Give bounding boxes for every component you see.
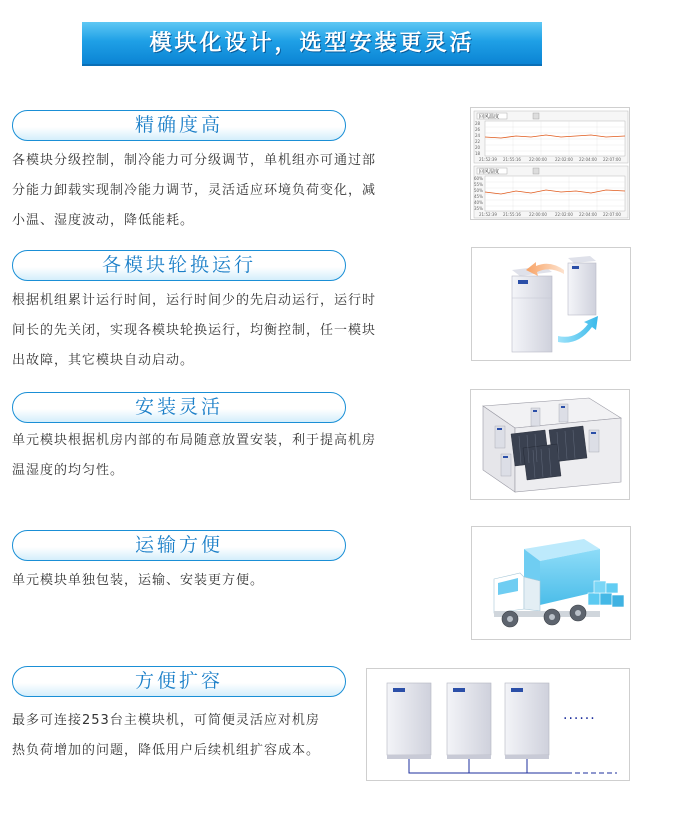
feature-title-expansion: 方便扩容	[12, 666, 346, 697]
y-tick: 24	[475, 133, 481, 138]
chart-title-humidity: 回风湿度	[479, 169, 500, 175]
text-line: 热负荷增加的问题，降低用户后续机组扩容成本。	[12, 743, 321, 758]
y-tick: 35%	[474, 206, 483, 211]
server-room-image	[470, 389, 630, 500]
monitoring-charts-svg	[471, 108, 630, 220]
x-tick: 21:52:39	[479, 157, 497, 162]
y-tick: 18	[475, 151, 481, 156]
y-tick: 50%	[474, 188, 483, 193]
feature-title-installation: 安装灵活	[12, 392, 346, 423]
monitoring-chart-image	[470, 107, 630, 220]
x-tick: 21:55:16	[503, 212, 521, 217]
x-tick: 22:00:00	[529, 157, 547, 162]
rotation-units-svg	[472, 248, 631, 361]
more-units-ellipsis: ······	[563, 711, 596, 727]
text-line: 温湿度的均匀性。	[12, 463, 125, 478]
x-tick: 22:07:00	[603, 157, 621, 162]
text-line: 单元模块根据机房内部的布局随意放置安装，利于提高机房	[12, 433, 377, 448]
x-tick: 21:55:16	[503, 157, 521, 162]
x-tick: 22:04:00	[579, 212, 597, 217]
feature-title-transport: 运输方便	[12, 530, 346, 561]
server-room-svg	[471, 390, 630, 500]
feature-text-installation	[12, 426, 444, 486]
y-tick: 45%	[474, 194, 483, 199]
text-line: 单元模块单独包装，运输、安装更方便。	[12, 573, 265, 588]
text-line: 各模块分级控制，制冷能力可分级调节，单机组亦可通过部	[12, 153, 377, 168]
text-line: 根据机组累计运行时间，运行时间少的先启动运行，运行时	[12, 293, 377, 308]
y-tick: 40%	[474, 200, 483, 205]
banner-title: 模块化设计，选型安装更灵活	[149, 31, 475, 56]
header-banner	[82, 22, 542, 66]
feature-text-transport	[12, 566, 444, 596]
y-tick: 28	[475, 121, 481, 126]
feature-title-rotation: 各模块轮换运行	[12, 250, 346, 281]
y-tick: 60%	[474, 176, 483, 181]
x-tick: 22:00:00	[529, 212, 547, 217]
x-tick: 22:04:00	[579, 157, 597, 162]
expansion-units-image	[366, 668, 630, 781]
feature-text-precision	[12, 146, 444, 236]
x-tick: 21:52:39	[479, 212, 497, 217]
x-tick: 22:02:00	[555, 212, 573, 217]
truck-svg	[472, 527, 631, 640]
rotation-units-image	[471, 247, 631, 361]
text-line: 最多可连接253台主模块机，可简便灵活应对机房	[12, 713, 320, 728]
y-tick: 26	[475, 127, 481, 132]
feature-title-precision: 精确度高	[12, 110, 346, 141]
y-tick: 55%	[474, 182, 483, 187]
text-line: 小温、湿度波动，降低能耗。	[12, 213, 195, 228]
text-line: 间长的先关闭，实现各模块轮换运行，均衡控制，任一模块	[12, 323, 377, 338]
text-line: 出故障，其它模块自动启动。	[12, 353, 195, 368]
y-tick: 20	[475, 145, 481, 150]
text-line: 分能力卸载实现制冷能力调节，灵活适应环境负荷变化，减	[12, 183, 377, 198]
chart-title-temperature: 回风温度	[479, 114, 500, 120]
feature-text-rotation	[12, 286, 444, 376]
expansion-units-svg	[367, 669, 630, 781]
transport-truck-image	[471, 526, 631, 640]
y-tick: 22	[475, 139, 481, 144]
x-tick: 22:07:00	[603, 212, 621, 217]
x-tick: 22:02:00	[555, 157, 573, 162]
